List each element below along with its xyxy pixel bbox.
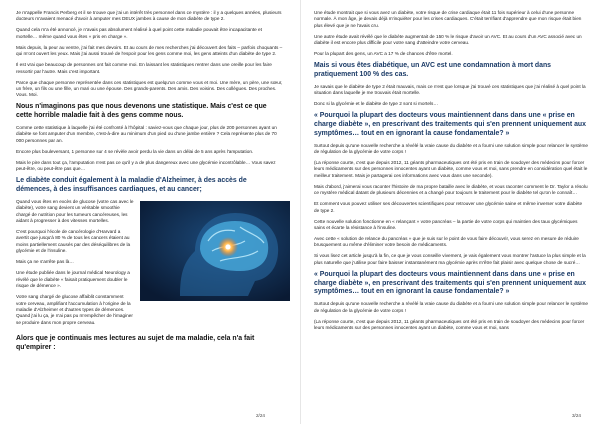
paragraph: Donc si la glycémie et le diabète de type 2 sont si mortels… — [314, 101, 439, 107]
paragraph: Et comment vous pouvez utiliser ses découvertes scientifiques pour retrouver une glycémie saine et même inverser votre diabète de type 2. — [314, 201, 583, 213]
paragraph: Votre sang chargé de glucose affaiblit constamment votre cerveau, amplifiant l'accumulation à l'origine de la maladie d'Alzheimer et d'autres types de démences. Quand j'ai lu ça, je n'ai pas pu m'empêcher de l'imaginer se produire dans mon propre cerveau. — [16, 294, 133, 325]
section-heading: Le diabète conduit également à la maladie d'Alzheimer, à des accès de démences, à des insuffisances cardiaques, et au cancer; — [16, 177, 247, 194]
page-divider — [300, 0, 301, 424]
text-column — [16, 199, 134, 331]
section-heading: Nous n'imaginons pas que nous devenons une statistique. Mais c'est ce que cette horrible maladie fait à des gens comme nous. — [16, 103, 267, 120]
left-page — [0, 0, 296, 424]
section-heading: « Pourquoi la plupart des docteurs vous maintiennent dans dans une « prise en charge diabète », en prescrivant des traitements qui s'en prennent uniquement aux symptômes… tout en en ignorant la cause fondamentale? » — [314, 112, 586, 137]
paragraph: Parce que chaque personne représentée dans ces statistiques est quelqu'un comme vous et moi. Une mère, un père, une sœur, un frère, un fils ou une fille, un mari ou une épouse. Des grands-parents. Des amis. Des voisins. Des collègues. Des proches. Vous. Moi. — [16, 79, 283, 98]
section-heading: Alors que je continuais mes lectures au sujet de ma maladie, cela n'a fait qu'empirer : — [16, 334, 255, 351]
paragraph: Mais ça ne s'arrête pas là… — [16, 259, 74, 265]
paragraph: Mais le pire dans tout ça, l'amputation n'est pas ce qu'il y a de plus dangereux avec une glycémie incontrôlable… Vous savez peut-être, ou peut-être pas que… — [16, 159, 276, 172]
page-number: 3/24 — [572, 413, 581, 418]
section-heading: « Pourquoi la plupart des docteurs vous maintiennent dans dans une « prise en charge diabète », en prescrivant des traitements qui s'en prennent uniquement aux symptômes… tout en en ignorant la cause fondamentale? » — [314, 270, 586, 296]
text-with-image — [16, 199, 284, 331]
section-heading: Mais si vous êtes diabétique, un AVC est une condamnation à mort dans pratiquement 100 % des cas. — [314, 62, 552, 79]
paragraph: Mais depuis, la peur au ventre, j'ai fait mes devoirs. Et au cours de mes recherches j'ai découvert des faits – parfois choquants – qui m'ont ouvert les yeux. Mais j'ai aussi trouvé de l'espoir pour les gens comme moi, les gens atteints d'un diabète de type 2. — [16, 44, 283, 57]
paragraph: Avec cette « solution de relance du pancréas » que je suis sur le point de vous faire découvrir, vous serez en mesure de réduire brusquement ou même d'éliminer votre besoin de médicaments. — [314, 236, 579, 248]
paragraph: Je savais que le diabète de type 2 était mauvais, mais ce n'est que lorsque j'ai trouvé ces statistiques que j'ai réalisé à quel point la situation dans laquelle je me trouvais était mortelle. — [314, 83, 586, 96]
paragraph: Une autre étude avait révélé que le diabète augmentait de 150 % le risque d'avoir un AVC. Et au cours d'un AVC associé avec un diabète il est encore plus difficile pour votre sang d'atteindre votre cerveau. — [314, 33, 582, 46]
paragraph: Si vous lisez cet article jusqu'à la fin, ce que je vous conseille vivement, je vais également vous montrer l'astuce la plus simple et la plus naturelle que j'utilise pour faire baisser instantanément ma glycémie après m'être fait plaisir avec quelque chose de sucré… — [314, 253, 586, 265]
paragraph: Surtout depuis qu'une nouvelle recherche a révélé la vraie cause du diabète et a fourni une solution simple pour relancer le système de régulation de la glycémie de votre corps ! — [314, 142, 588, 155]
paragraph: Mais d'abord, j'aimerai vous raconter l'histoire de ma propre bataille avec le diabète, et vous raconter comment le Dr. Taylor a résolu ce mystère médical datant de plusieurs décennies et a changé pour toujours le traitement pour le diabète tel qu'on le connaît… — [314, 183, 588, 196]
paragraph: Encore plus bouleversant, 1 personne sur 4 se révèle avoir perdu la vie dans un délai de 5 ans après l'amputation. — [16, 148, 254, 154]
paragraph: Comme cette statistique à laquelle j'ai été confronté à l'hôpital : saviez-vous que chaque jour, plus de 200 personnes ayant un diabète se font amputer d'un membre, c'est-à-dire au minimum d'un pied ou d'une jambe entière ? Cela représente plus de 70 000 personnes par an. — [16, 125, 277, 143]
paragraph: C'est pourquoi l'école de cancérologie d'Harvard a avertit que jusqu'à 80 % de tous les cancers étaient au moins partiellement causés par des déséquilibres de la glycémie et de l'insuline. — [16, 229, 131, 254]
paragraph: Une étude montrait que si vous avez un diabète, votre risque de crise cardiaque était 11 fois supérieur à celui d'une personne normale. À mon âge, je devais déjà m'inquiéter pour les crises cardiaques. C'était terrifiant d'apprendre que mon risque était bien plus élevé que je ne l'avais cru. — [314, 10, 582, 28]
paragraph: Pour la plupart des gens, un AVC a 17 % de chances d'être mortel. — [314, 51, 453, 57]
paragraph: Il est vrai que beaucoup de personnes ont fait comme moi. En laissant les statistiques rentrer dans une oreille pour les faire ressortir par l'autre. Mais c'est important. — [16, 62, 272, 74]
paragraph: (La réponse courte, c'est que depuis 2012, 11 géants pharmaceutiques ont été pris en train de soudoyer des médecins pour forcer leurs médicaments sur des personnes innocentes ayant un diabète, comme vous et moi, sans prendre en considération quel était le meilleur traitement. Mais je partagerai ces informations avec vous dans une seconde). — [314, 160, 588, 178]
paragraph: (La réponse courte, c'est que depuis 2012, 11 géants pharmaceutiques ont été pris en train de soudoyer des médecins pour forcer leurs médicaments sur des personnes innocentes ayant un diabète, comme vous et moi, sans — [314, 318, 585, 331]
page-number: 2/24 — [256, 413, 265, 418]
right-page — [304, 0, 600, 424]
brain-illustration — [140, 201, 290, 301]
paragraph: Cette nouvelle solution fonctionne en « relançant » votre pancréas – la partie de votre corps qui maintien des taux glycémiques sains et écarte la résistance à l'insuline. — [314, 218, 578, 231]
paragraph: Une étude publiée dans le journal médical Neurology a révélé que le diabète « faisait pratiquement doubler le risque de démence ». — [16, 270, 130, 289]
paragraph: Je m'appelle Francis Perberg et il se trouve que j'ai un intérêt très personnel dans ce mystère : il y a quelques années, plusieurs docteurs m'avaient menacé d'avoir à amputer mes DEUX jambes à cause de mon diabète de type 2. — [16, 10, 282, 22]
paragraph: Surtout depuis qu'une nouvelle recherche a révélé la vraie cause du diabète et a fourni une solution simple pour relancer le système de régulation de la glycémie de votre corps ! — [314, 301, 588, 313]
paragraph: Quand cela m'a été annoncé, je n'avais pas absolument réalisé à quel point cette maladie pouvait être incapacitante et mortelle… même quand vous êtes « pris en charge ». — [16, 27, 262, 39]
paragraph: Quand vous êtes en excès de glucose (votre cas avec le diabète), votre sang devient un véritable smoothie chargé de nutrition pour les tumeurs cancéreuses, les aidant à progresser à des vitesses mortelles. — [16, 198, 134, 224]
